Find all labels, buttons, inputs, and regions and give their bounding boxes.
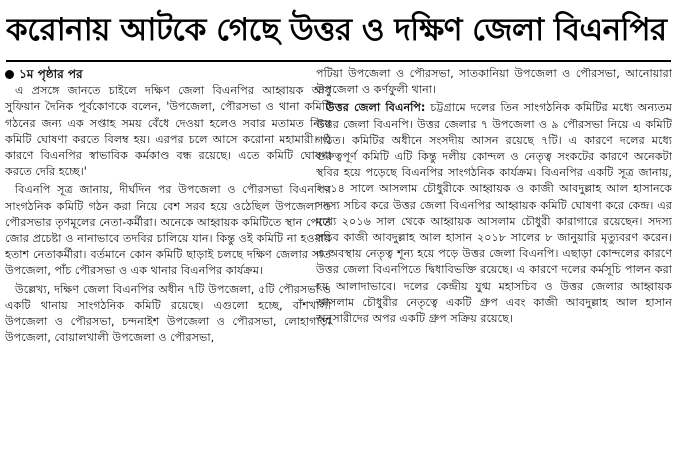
left-column	[5, 66, 331, 468]
right-column	[316, 66, 672, 468]
bullet-icon	[5, 70, 14, 79]
paragraph-1: এ প্রসঙ্গে জানতে চাইলে দক্ষিণ জেলা বিএনপির আহ্বায়ক আবু সুফিয়ান দৈনিক পূর্বকোণকে বলেন, 'উপজেলা, পৌরসভা ও থানা কমিটি গঠনের জন্য এক সপ্তাহ সময় বেঁধে দেওয়া হলেও সবার মতামত নিয়ে কমিটি ঘোষণা করতে বিলম্ব হয়। এরপর চলে আসে করোনা মহামারী। এ কারণে বিএনপির স্বাভাবিক কর্মকাণ্ড বন্ধ রয়েছে। এতে কমিটি ঘোষণা করতে দেরি হচ্ছে।'	[5, 84, 331, 179]
headline: করোনায় আটকে গেছে উত্তর ও দক্ষিণ জেলা বিএনপির	[6, 12, 667, 48]
paragraph-5	[316, 100, 672, 327]
headline-rule	[6, 60, 671, 62]
paragraph-5-text: চট্টগ্রামে দলের তিন সাংগঠনিক কমিটির মধ্যে অন্যতম উত্তর জেলা বিএনপি। উত্তর জেলার ৭ উপজেলা ও ৯ পৌরসভা নিয়ে এ কমিটি গঠিত। কমিটির অধীনে সংসদীয় আসন রয়েছে ৭টি। এ কারণে দলের মধ্যে গুরুত্বপূর্ণ কমিটি এটি কিন্তু দলীয় কোন্দল ও নেতৃত্ব সংকটের কারণে অনেকটা স্থবির হয়ে পড়েছে বিএনপির সাংগঠনিক কার্যক্রম। বিএনপির একটি সূত্র জানায়, ২০১৪ সালে আসলাম চৌধুরীকে আহ্বায়ক ও কাজী আবদুল্লাহ আল হাসানকে সদস্য সচিব করে উত্তর জেলা বিএনপির আহ্বায়ক কমিটি ঘোষণা করে কেন্দ্র। এর মধ্যে ২০১৬ সাল থেকে আহ্বায়ক আসলাম চৌধুরী কারাগারে রয়েছেন। সদস্য সচিব কাজী আবদুল্লাহ আল হাসান ২০১৮ সালের ৮ জানুয়ারি মৃত্যুবরণ করেন। এ অবস্থায় নেতৃত্ব শূন্য হয়ে পড়ে উত্তর জেলা বিএনপি। এছাড়া কোন্দলের কারণে উত্তর জেলা বিএনপিতে দ্বিধাবিভক্তি রয়েছে। এ কারণে দলের কর্মসূচি পালন করা হয় আলাদাভাবে। দলের কেন্দ্রীয় যুগ্ম মহাসচিব ও উত্তর জেলার আহ্বায়ক আসলাম চৌধুরীর নেতৃত্বে একটি গ্রুপ এবং কাজী আবদুল্লাহ আল হাসান অনুসারীদের অপর একটি গ্রুপ সক্রিয় রয়েছে।	[316, 101, 672, 326]
paragraph-3: উল্লেখ্য, দক্ষিণ জেলা বিএনপির অধীন ৭টি উপজেলা, ৫টি পৌরসভা ও একটি থানায় সাংগঠনিক কমিটি রয়েছে। এগুলো হচ্ছে, বাঁশখালী উপজেলা ও পৌরসভা, চন্দনাইশ উপজেলা ও পৌরসভা, লোহাগাড়া উপজেলা, বোয়ালখালী উপজেলা ও পৌরসভা,	[5, 282, 331, 345]
continued-marker	[5, 66, 331, 82]
paragraph-2: বিএনপি সূত্র জানায়, দীর্ঘদিন পর উপজেলা ও পৌরসভা বিএনপির সাংগঠনিক কমিটি গঠন করা নিয়ে বেশ সরব হয়ে ওঠেছিল উপজেলা ও পৌরসভার তৃণমূলের নেতা-কর্মীরা। অনেকে আহ্বায়ক কমিটিতে স্থান পেতে জোর প্রচেষ্টা ও নানাভাবে তদবির চালিয়ে যান। কিন্তু ওই কমিটি না হওয়ায় হতাশ নেতাকর্মীরা। বর্তমানে কোন কমিটি ছাড়াই চলছে দক্ষিণ জেলার সাত উপজেলা, পাঁচ পৌরসভা ও এক থানার বিএনপির কার্যক্রম।	[5, 183, 331, 278]
paragraph-4: পটিয়া উপজেলা ও পৌরসভা, সাতকানিয়া উপজেলা ও পৌরসভা, আনোয়ারা উপজেলা ও কর্ণফুলী থানা।	[316, 67, 672, 97]
subhead-north-district: উত্তর জেলা বিএনপি:	[326, 101, 426, 115]
continued-label: ১ম পৃষ্ঠার পর	[19, 67, 83, 81]
